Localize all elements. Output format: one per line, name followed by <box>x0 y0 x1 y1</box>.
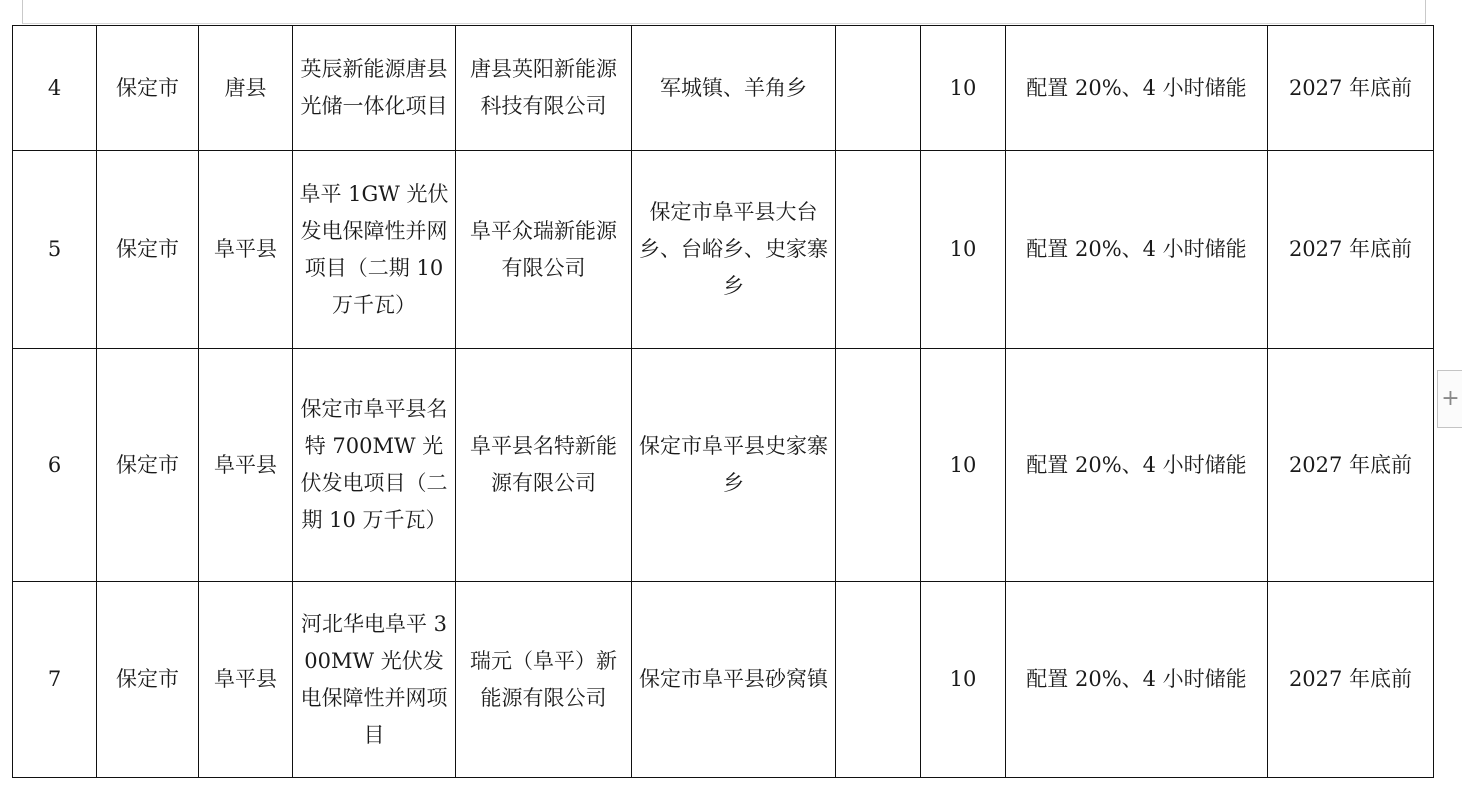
table-row <box>13 26 1434 151</box>
cell-no: 7 <box>13 582 97 778</box>
cell-deadline: 2027 年底前 <box>1268 151 1434 349</box>
cell-storage: 配置 20%、4 小时储能 <box>1006 349 1268 582</box>
cell-no: 6 <box>13 349 97 582</box>
cell-blank <box>836 582 921 778</box>
cell-company: 唐县英阳新能源科技有限公司 <box>456 26 632 151</box>
cell-blank <box>836 151 921 349</box>
cell-location: 保定市阜平县砂窝镇 <box>632 582 836 778</box>
cell-deadline: 2027 年底前 <box>1268 582 1434 778</box>
cell-location: 保定市阜平县史家寨乡 <box>632 349 836 582</box>
table-row <box>13 582 1434 778</box>
add-row-glyph: + <box>1441 386 1460 411</box>
cell-project: 英辰新能源唐县光储一体化项目 <box>293 26 456 151</box>
cell-storage: 配置 20%、4 小时储能 <box>1006 26 1268 151</box>
cell-scale: 10 <box>921 151 1006 349</box>
cell-scale: 10 <box>921 26 1006 151</box>
cell-city: 保定市 <box>97 26 199 151</box>
cell-project: 河北华电阜平 300MW 光伏发电保障性并网项目 <box>293 582 456 778</box>
cell-county: 阜平县 <box>199 151 293 349</box>
cell-deadline: 2027 年底前 <box>1268 26 1434 151</box>
cell-scale: 10 <box>921 349 1006 582</box>
cell-city: 保定市 <box>97 151 199 349</box>
cell-no: 5 <box>13 151 97 349</box>
cell-location: 保定市阜平县大台乡、台峪乡、史家寨乡 <box>632 151 836 349</box>
cell-city: 保定市 <box>97 582 199 778</box>
cell-company: 瑞元（阜平）新能源有限公司 <box>456 582 632 778</box>
cell-county: 阜平县 <box>199 582 293 778</box>
table-row <box>13 349 1434 582</box>
project-table <box>12 25 1434 778</box>
cell-county: 阜平县 <box>199 349 293 582</box>
cell-city: 保定市 <box>97 349 199 582</box>
cell-storage: 配置 20%、4 小时储能 <box>1006 582 1268 778</box>
page-top-margin <box>22 0 1426 24</box>
cell-scale: 10 <box>921 582 1006 778</box>
cell-company: 阜平县名特新能源有限公司 <box>456 349 632 582</box>
cell-county: 唐县 <box>199 26 293 151</box>
cell-project: 保定市阜平县名特 700MW 光伏发电项目（二期 10 万千瓦） <box>293 349 456 582</box>
plus-icon[interactable] <box>1437 370 1462 428</box>
cell-deadline: 2027 年底前 <box>1268 349 1434 582</box>
cell-storage: 配置 20%、4 小时储能 <box>1006 151 1268 349</box>
table-row <box>13 151 1434 349</box>
cell-blank <box>836 349 921 582</box>
cell-project: 阜平 1GW 光伏发电保障性并网项目（二期 10 万千瓦） <box>293 151 456 349</box>
cell-no: 4 <box>13 26 97 151</box>
cell-blank <box>836 26 921 151</box>
cell-company: 阜平众瑞新能源有限公司 <box>456 151 632 349</box>
cell-location: 军城镇、羊角乡 <box>632 26 836 151</box>
